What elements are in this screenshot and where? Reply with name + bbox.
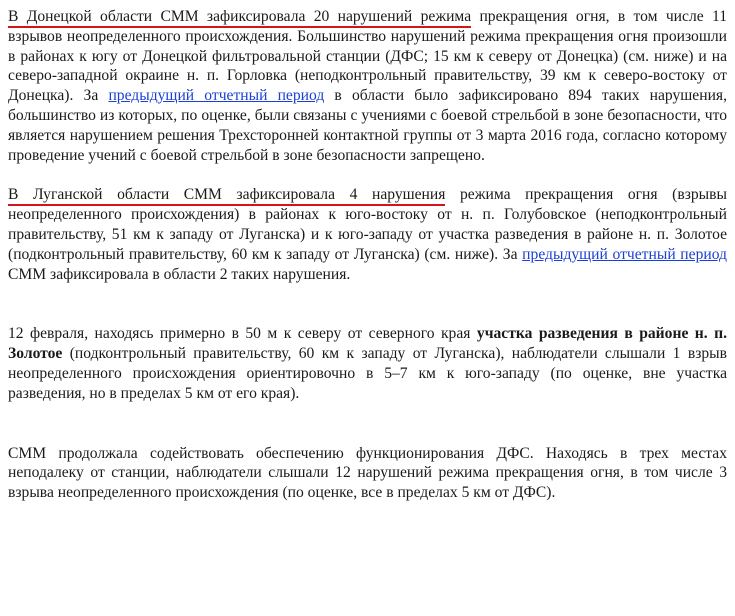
paragraph-text: СММ зафиксировала в области 2 таких нарушения. [8,265,351,283]
paragraph-text: СММ продолжала содействовать обеспечению функционирования ДФС. Находясь в трех местах неподалеку от станции, наблюдатели слышали 12 нарушений режима прекращения огня, в том числе 3 взрыва неопределенного происхождения (по оценке, все в пределах 5 км от ДФС). [8,444,727,502]
paragraph-text: режима прекращения огня (взрывы неопределенного происхождения) в районах к юго-востоку от н. п. Голубовское (неподконтрольный правительству, 51 км к западу от Луганска) и к юго-западу от участка разведения в районе н. п. Золотое (подконтрольный правительству, 60 км к западу от Луганска) (см. ниже). За [8,186,727,263]
previous-period-link[interactable]: предыдущий отчетный период [108,87,325,105]
paragraph-donetsk [8,7,727,165]
bold-phrase-zolote: участка разведения в районе н. п. Золотое [8,325,727,363]
highlighted-phrase-donetsk: В Донецкой области СММ зафиксировала 20 нарушений режима [8,8,471,28]
paragraph-text: (подконтрольный правительству, 60 км к западу от Луганска), наблюдатели слышали 1 взрыв неопределенного происхождения ориентировочно в 5–7 км к юго-западу (по оценке, вне участка разведения, но в пределах 5 км от его края). [8,345,727,402]
previous-period-link[interactable]: предыдущий отчетный период [522,245,727,263]
paragraph-dfs [8,444,727,503]
paragraph-text: прекращения огня, в том числе 11 взрывов неопределенного происхождения. Большинство нарушений режима прекращения огня произошли в районах к югу от Донецкой фильтровальной станции (ДФС; 15 км к северу от Донецка) (см. ниже) и на северо-западной окраине н. п. Горловка (неподконтрольный правительству, 39 км к северо-востоку от Донецка). За [8,8,727,105]
paragraph-text: 12 февраля, находясь примерно в 50 м к северу от северного края [8,325,477,343]
highlighted-phrase-luhansk: В Луганской области СММ зафиксировала 4 нарушения [8,186,445,206]
paragraph-luhansk [8,185,727,284]
paragraph-zolote [8,324,727,403]
paragraph-text: в области было зафиксировано 894 таких нарушения, большинство из которых, по оценке, были связаны с учениями с боевой стрельбой в зоне безопасности, что является нарушением решения Трехсторонней контактной группы от 3 марта 2016 года, согласно которому проведение учений с боевой стрельбой в зоне безопасности запрещено. [8,87,727,164]
document-body [8,7,727,503]
